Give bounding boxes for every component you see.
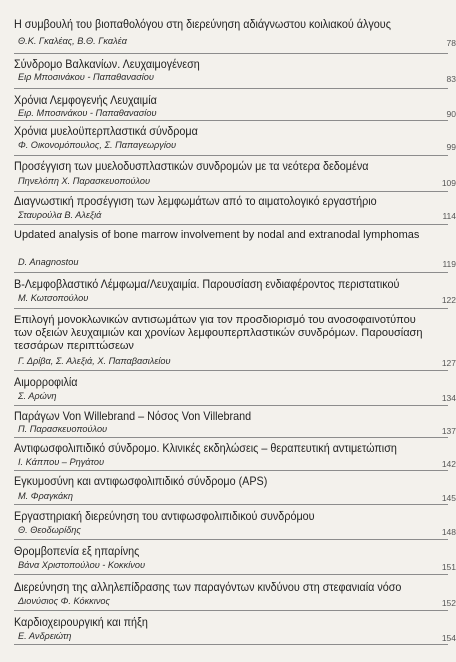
toc-entry	[14, 610, 456, 645]
entry-title: Παράγων Von Willebrand – Νόσος Von Villebrand	[14, 410, 252, 423]
entry-title: Διαγνωστική προσέγγιση των λεμφωμάτων από το αιματολογικό εργαστήριο	[14, 195, 377, 208]
entry-title: Θρομβοπενία εξ ηπαρίνης	[14, 545, 140, 558]
entry-authors: Ε. Ανδρειώτη	[18, 631, 72, 641]
entry-title: Σύνδρομο Βαλκανίων. Λευχαιμογένεση	[14, 58, 200, 71]
entry-authors: Βάνα Χριστοπούλου - Κοκκίνου	[18, 560, 146, 570]
toc-entry	[14, 370, 456, 406]
toc-entry	[14, 405, 456, 438]
toc-entry	[14, 308, 456, 371]
toc-entry	[14, 155, 456, 192]
toc-entry	[14, 437, 456, 471]
toc-entry	[14, 88, 456, 121]
entry-authors: Διονύσιος Φ. Κόκκινος	[18, 596, 110, 606]
toc-entry	[14, 504, 456, 540]
entry-page: 137	[441, 426, 456, 436]
toc-entry	[14, 191, 456, 225]
toc-entry	[14, 53, 456, 89]
entry-authors: Φ. Οικονομόπουλος, Σ. Παπαγεωργίου	[18, 140, 177, 150]
entry-page: 114	[442, 211, 456, 221]
toc-entry	[14, 539, 456, 575]
entry-page: 119	[442, 259, 456, 269]
entry-page: 145	[441, 493, 456, 503]
toc-entry	[14, 12, 456, 54]
entry-title: Διερεύνηση της αλληλεπίδρασης των παραγόντων κινδύνου στη στεφανιαία νόσο	[14, 581, 402, 594]
entry-authors: Π. Παρασκευοπούλου	[18, 424, 108, 434]
toc-entry	[14, 120, 456, 156]
entry-authors: Θ.Κ. Γκαλέας, Β.Θ. Γκαλέα	[18, 36, 127, 46]
entry-title: B-Λεμφοβλαστικό Λέμφωμα/Λευχαιμία. Παρουσίαση ενδιαφέροντος περιστατικού	[14, 278, 400, 291]
entry-authors: Μ. Φραγκάκη	[18, 491, 73, 501]
entry-page: 90	[446, 109, 456, 119]
entry-page: 83	[446, 74, 456, 84]
entry-page: 127	[441, 358, 456, 368]
entry-authors: Σ. Αρώνη	[18, 391, 57, 401]
entry-title: Updated analysis of bone marrow involvement by nodal and extranodal lymphomas	[14, 229, 420, 241]
entry-page: 78	[446, 38, 456, 48]
entry-authors: Σταυρούλα Β. Αλεξιά	[18, 210, 102, 220]
entry-authors: Γ. Δρίβα, Σ. Αλεξιά, Χ. Παπαβασιλείου	[18, 356, 171, 366]
toc-entry	[14, 470, 456, 505]
entry-authors: Θ. Θεοδωρίδης	[18, 525, 81, 535]
toc-entry	[14, 272, 456, 309]
entry-page: 152	[441, 598, 456, 608]
entry-title: Χρόνια Λεμφογενής Λευχαιμία	[14, 94, 157, 107]
entry-page: 134	[441, 393, 456, 403]
entry-authors: Ι. Κάππου – Ρηγάτου	[18, 457, 104, 467]
entry-title: Προσέγγιση των μυελοδυσπλαστικών συνδρομών με τα νεότερα δεδομένα	[14, 160, 369, 173]
toc-entry	[14, 574, 456, 611]
entry-title: Αντιφωσφολιπιδικό σύνδρομο. Κλινικές εκδηλώσεις – θεραπευτική αντιμετώπιση	[14, 442, 397, 455]
entry-page: 142	[441, 459, 456, 469]
entry-title: Η συμβουλή του βιοπαθολόγου στη διερεύνηση αδιάγνωστου κοιλιακού άλγους	[14, 18, 391, 31]
entry-authors: Μ. Κωτσοπούλου	[18, 293, 89, 303]
entry-authors: Ειρ. Μποσινάκου - Παπαθανασίου	[18, 108, 157, 118]
entry-page: 109	[441, 178, 456, 188]
entry-authors: Ειρ Μποσινάκου - Παπαθανασίου	[18, 72, 154, 82]
entry-title: Επιλογή μονοκλωνικών αντισωμάτων για τον προσδιορισμό του ανοσοφαινοτύπου των οξειών λευχαιμιών και χρονίων λεμφουπερπλαστικών συνδρόμων. Παρουσίαση τεσσάρων περιπτώσεων	[14, 314, 423, 352]
entry-title: Καρδιοχειρουργική και πήξη	[14, 616, 148, 629]
entry-title: Εργαστηριακή διερεύνηση του αντιφωσφολιπιδικού συνδρόμου	[14, 510, 315, 523]
entry-authors: Πηνελόπη Χ. Παρασκευοπούλου	[18, 176, 151, 186]
toc-entry	[14, 224, 456, 273]
entry-page: 122	[441, 295, 456, 305]
entry-page: 154	[441, 633, 456, 643]
entry-title: Εγκυμοσύνη και αντιφωσφολιπιδικό σύνδρομο (APS)	[14, 475, 268, 488]
entry-page: 151	[441, 562, 456, 572]
entry-authors: D. Anagnostou	[18, 257, 79, 267]
entry-title: Αιμορροφιλία	[14, 376, 78, 389]
entry-title: Χρόνια μυελοϋπερπλαστικά σύνδρομα	[14, 125, 198, 138]
entry-page: 148	[441, 527, 456, 537]
entry-page: 99	[446, 142, 456, 152]
